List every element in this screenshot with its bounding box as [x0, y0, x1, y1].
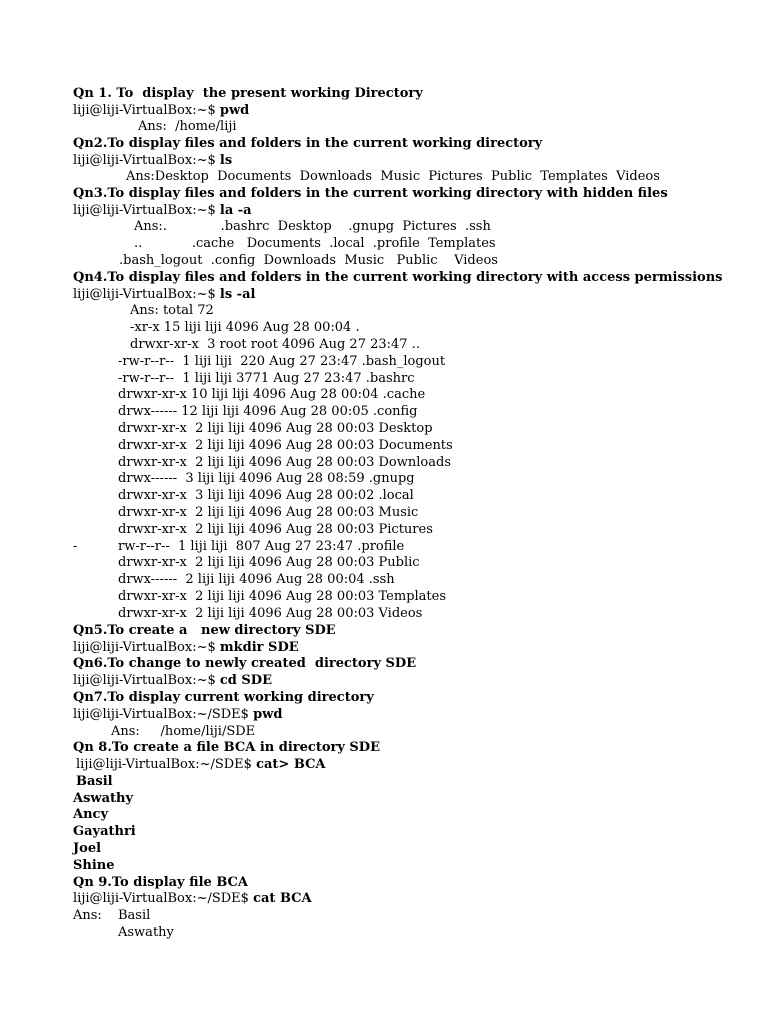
- bold-text: ls -al: [219, 287, 256, 302]
- bold-text: Ancy: [73, 807, 109, 822]
- plain-text: drwxr-xr-x 2 liji liji 4096 Aug 28 00:03 Public: [118, 555, 420, 570]
- plain-text: drwx------ 3 liji liji 4096 Aug 28 08:59 .gnupg: [118, 471, 415, 486]
- answer-la-a-row-3: [119, 253, 498, 270]
- question-4-heading: [73, 270, 722, 287]
- bold-text: cat BCA: [253, 891, 312, 906]
- plain-text: liji@liji-VirtualBox:~$: [73, 640, 220, 655]
- plain-text: Ans: /home/liji/SDE: [111, 724, 256, 739]
- bold-text: ls: [219, 153, 233, 168]
- plain-text: drwxr-xr-x 2 liji liji 4096 Aug 28 00:03 Desktop: [118, 421, 433, 436]
- plain-text: drwxr-xr-x 2 liji liji 4096 Aug 28 00:03 Documents: [118, 438, 453, 453]
- plain-text: liji@liji-VirtualBox:~/SDE$: [76, 757, 257, 772]
- listing-row: [118, 354, 445, 371]
- file-line: [73, 841, 101, 858]
- plain-text: Ans:: [73, 908, 102, 923]
- output-line: [118, 925, 174, 942]
- listing-dash: [73, 539, 77, 556]
- bold-text: la -a: [219, 203, 252, 218]
- plain-text: .. .cache Documents .local .profile Templates: [134, 236, 496, 251]
- bold-text: cat> BCA: [256, 757, 326, 772]
- command-ls-al: [73, 287, 255, 304]
- plain-text: .bash_logout .config Downloads Music Public Videos: [119, 253, 498, 268]
- listing-row: [118, 572, 395, 589]
- file-line: [73, 807, 108, 824]
- listing-row: [118, 387, 425, 404]
- plain-text: Ans: /home/liji: [138, 119, 237, 134]
- answer-la-a-row-1: [134, 219, 491, 236]
- answer-pwd-sde: [111, 724, 255, 741]
- listing-row: [130, 320, 360, 337]
- listing-row: [118, 555, 420, 572]
- listing-row: [118, 421, 433, 438]
- plain-text: drwxr-xr-x 2 liji liji 4096 Aug 28 00:03 Templates: [118, 589, 447, 604]
- question-1-heading: [73, 86, 423, 103]
- answer-la-a-row-2: [134, 236, 496, 253]
- bold-text: Qn3.To display files and folders in the current working directory with hidden files: [73, 186, 668, 201]
- command-ls: [73, 153, 232, 170]
- plain-text: liji@liji-VirtualBox:~/SDE$: [73, 707, 254, 722]
- question-9-heading: [73, 875, 248, 892]
- plain-text: drwxr-xr-x 2 liji liji 4096 Aug 28 00:03 Downloads: [118, 455, 451, 470]
- file-line: [76, 774, 113, 791]
- bold-text: Qn4.To display files and folders in the current working directory with access permissions: [73, 270, 723, 285]
- listing-row: [118, 404, 418, 421]
- bold-text: cd SDE: [219, 673, 272, 688]
- plain-text: Ans: total 72: [130, 303, 214, 318]
- plain-text: liji@liji-VirtualBox:~$: [73, 103, 220, 118]
- bold-text: Qn6.To change to newly created directory SDE: [73, 656, 417, 671]
- listing-row: [118, 522, 433, 539]
- plain-text: -xr-x 15 liji liji 4096 Aug 28 00:04 .: [130, 320, 360, 335]
- plain-text: drwxr-xr-x 3 liji liji 4096 Aug 28 00:02 .local: [118, 488, 414, 503]
- command-cat-display: [73, 891, 312, 908]
- plain-text: liji@liji-VirtualBox:~/SDE$: [73, 891, 254, 906]
- plain-text: drwxr-xr-x 10 liji liji 4096 Aug 28 00:04 .cache: [118, 387, 426, 402]
- command-mkdir: [73, 640, 299, 657]
- question-8-heading: [73, 740, 380, 757]
- plain-text: -: [73, 539, 78, 554]
- plain-text: liji@liji-VirtualBox:~$: [73, 203, 220, 218]
- bold-text: Qn7.To display current working directory: [73, 690, 374, 705]
- listing-row: [118, 455, 451, 472]
- plain-text: liji@liji-VirtualBox:~$: [73, 287, 220, 302]
- question-6-heading: [73, 656, 416, 673]
- plain-text: Ans:Desktop Documents Downloads Music Pictures Public Templates Videos: [126, 169, 660, 184]
- plain-text: liji@liji-VirtualBox:~$: [73, 673, 220, 688]
- command-la-a: [73, 203, 252, 220]
- plain-text: drwx------ 12 liji liji 4096 Aug 28 00:05 .config: [118, 404, 418, 419]
- plain-text: rw-r--r-- 1 liji liji 807 Aug 27 23:47 .profile: [118, 539, 405, 554]
- file-line: [73, 858, 115, 875]
- bold-text: Shine: [73, 858, 115, 873]
- question-7-heading: [73, 690, 374, 707]
- plain-text: -rw-r--r-- 1 liji liji 220 Aug 27 23:47 .bash_logout: [118, 354, 446, 369]
- plain-text: drwxr-xr-x 3 root root 4096 Aug 27 23:47 ..: [130, 337, 420, 352]
- bold-text: Basil: [76, 774, 113, 789]
- plain-text: Ans:. .bashrc Desktop .gnupg Pictures .ssh: [134, 219, 491, 234]
- answer-ls: [126, 169, 660, 186]
- bold-text: mkdir SDE: [219, 640, 299, 655]
- question-5-heading: [73, 623, 336, 640]
- bold-text: Qn 1. To display the present working Directory: [73, 86, 423, 101]
- bold-text: Qn 8.To create a file BCA in directory SDE: [73, 740, 380, 755]
- bold-text: Qn5.To create a new directory SDE: [73, 623, 336, 638]
- listing-row: [118, 471, 415, 488]
- listing-row: [118, 371, 415, 388]
- command-pwd-sde: [73, 707, 282, 724]
- bold-text: Joel: [73, 841, 102, 856]
- listing-row: [118, 505, 418, 522]
- bold-text: pwd: [253, 707, 283, 722]
- listing-row: [118, 438, 453, 455]
- plain-text: drwxr-xr-x 2 liji liji 4096 Aug 28 00:03 Videos: [118, 606, 423, 621]
- output-line: [118, 908, 150, 925]
- answer-ls-al-total: [130, 303, 214, 320]
- question-2-heading: [73, 136, 542, 153]
- listing-row: [130, 337, 420, 354]
- plain-text: drwxr-xr-x 2 liji liji 4096 Aug 28 00:03 Pictures: [118, 522, 433, 537]
- command-pwd: [73, 103, 249, 120]
- file-line: [73, 824, 136, 841]
- plain-text: liji@liji-VirtualBox:~$: [73, 153, 220, 168]
- question-3-heading: [73, 186, 668, 203]
- bold-text: Qn2.To display files and folders in the current working directory: [73, 136, 543, 151]
- plain-text: Basil: [118, 908, 151, 923]
- plain-text: -rw-r--r-- 1 liji liji 3771 Aug 27 23:47 .bashrc: [118, 371, 415, 386]
- command-cat-create: [76, 757, 326, 774]
- listing-row: [118, 539, 404, 556]
- listing-row: [118, 606, 422, 623]
- command-cd: [73, 673, 272, 690]
- plain-text: Aswathy: [118, 925, 174, 940]
- listing-row: [118, 488, 414, 505]
- listing-row: [118, 589, 446, 606]
- bold-text: Aswathy: [73, 791, 134, 806]
- bold-text: Qn 9.To display file BCA: [73, 875, 248, 890]
- answer-label: [73, 908, 102, 925]
- plain-text: drwx------ 2 liji liji 4096 Aug 28 00:04 .ssh: [118, 572, 395, 587]
- bold-text: Gayathri: [73, 824, 136, 839]
- answer-pwd: [138, 119, 237, 136]
- plain-text: drwxr-xr-x 2 liji liji 4096 Aug 28 00:03 Music: [118, 505, 419, 520]
- bold-text: pwd: [219, 103, 250, 118]
- file-line: [73, 791, 133, 808]
